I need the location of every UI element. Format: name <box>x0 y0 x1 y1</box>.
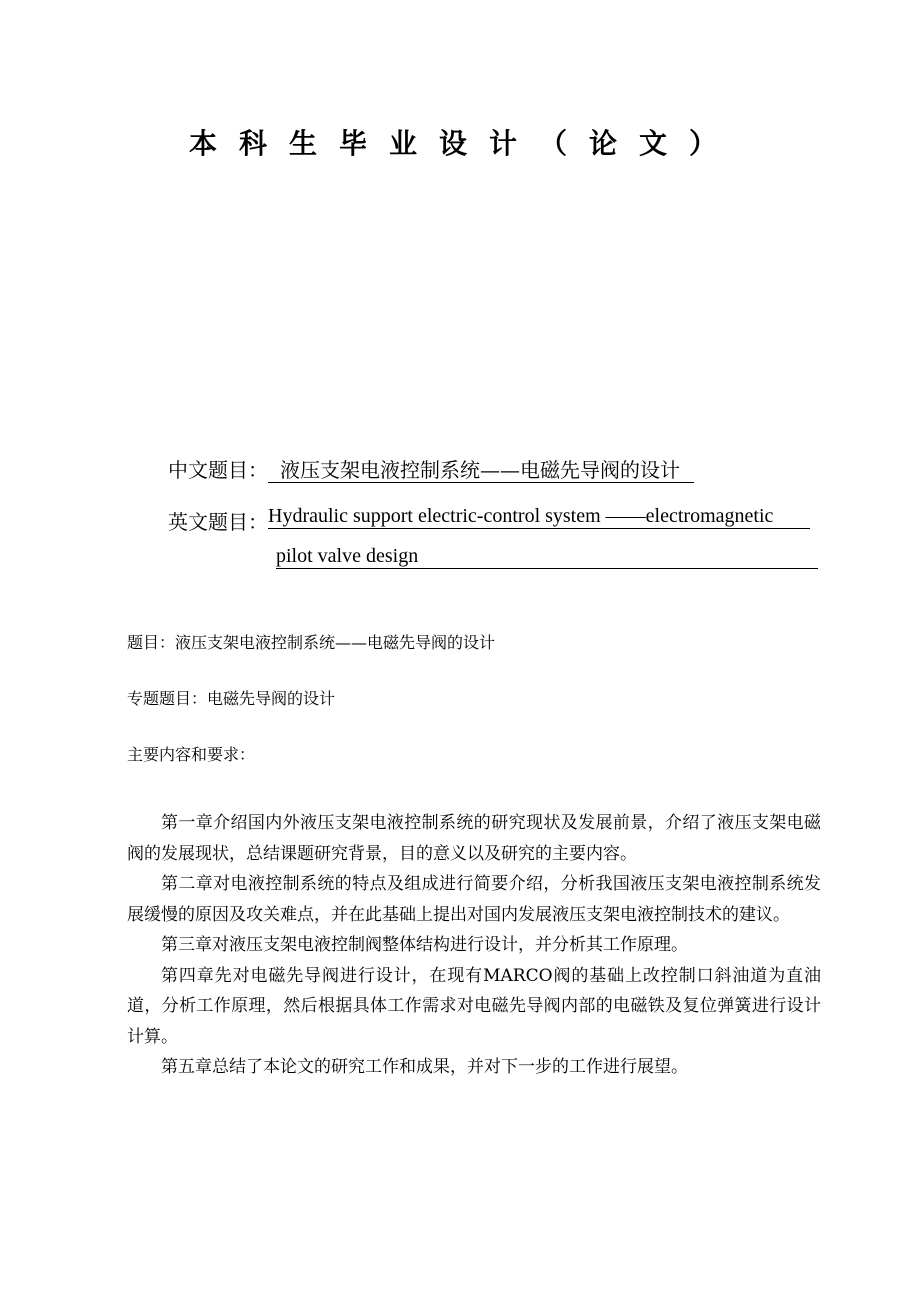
page-title: 本科生毕业设计（论文） <box>188 127 739 160</box>
chapter-1-paragraph: 第一章介绍国内外液压支架电液控制系统的研究现状及发展前景，介绍了液压支架电磁阀的发展现状，总结课题研究背景，目的意义以及研究的主要内容。 <box>127 813 821 864</box>
english-title-label: 英文题目： <box>168 510 268 534</box>
english-title-value-line1: Hydraulic support electric-control system ——electromagnetic <box>268 504 810 529</box>
english-title-row <box>168 504 810 540</box>
chapter-5-paragraph: 第五章总结了本论文的研究工作和成果，并对下一步的工作进行展望。 <box>161 1057 688 1077</box>
english-title-value-line2: pilot valve design <box>276 544 818 569</box>
requirements-label: 主要内容和要求： <box>127 745 256 764</box>
topic-line: 题目：液压支架电液控制系统——电磁先导阀的设计 <box>127 633 496 652</box>
chinese-title-label: 中文题目： <box>168 458 268 482</box>
chapter-summary <box>127 808 821 1083</box>
chapter-4-paragraph: 第四章先对电磁先导阀进行设计，在现有MARCO阀的基础上改控制口斜油道为直油道，分析工作原理，然后根据具体工作需求对电磁先导阀内部的电磁铁及复位弹簧进行设计计算。 <box>127 965 821 1047</box>
chinese-title-value: 液压支架电液控制系统——电磁先导阀的设计 <box>268 458 694 483</box>
chapter-2-paragraph: 第二章对电液控制系统的特点及组成进行简要介绍，分析我国液压支架电液控制系统发展缓慢的原因及攻关难点，并在此基础上提出对国内发展液压支架电液控制技术的建议。 <box>127 874 821 925</box>
chinese-title-row <box>168 452 694 488</box>
subtopic-line: 专题题目：电磁先导阀的设计 <box>127 689 336 708</box>
chapter-3-paragraph: 第三章对液压支架电液控制阀整体结构进行设计，并分析其工作原理。 <box>161 935 688 955</box>
